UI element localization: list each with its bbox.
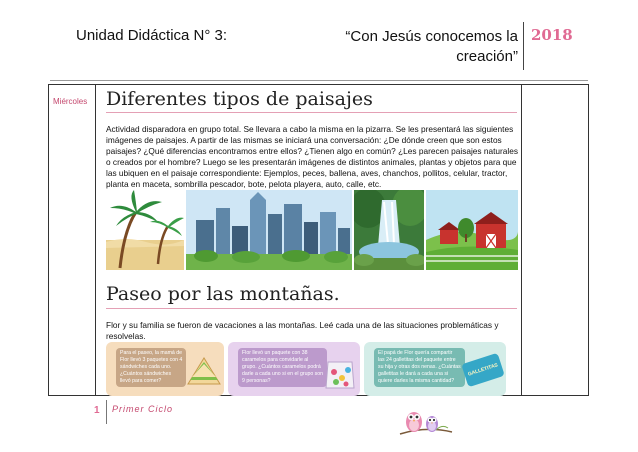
problem-line: Para el paseo, la mamá de [120,350,182,356]
table-column-divider [95,85,96,395]
sandwich-icon [186,354,222,390]
problem-line: llevó para comer? [120,378,162,384]
problem-line: 9 personas? [242,378,271,384]
waterfall-landscape-image [354,190,424,270]
problem-line: su hija y otras dos nenas. ¿Cuántas [378,364,461,370]
biscuit-pack [461,353,505,388]
problem-line: El papá de Flor quería compartir [378,350,453,356]
header-theme-line1: “Con Jesús conocemos la [345,28,518,45]
table-column-divider [521,85,522,395]
day-label: Miércoles [53,97,88,106]
problem-line: Flor llevó un paquete con 38 [242,350,308,356]
section-title-landscapes: Diferentes tipos de paisajes [106,88,373,110]
owls-decoration-icon [396,402,456,440]
footer-separator [106,400,107,424]
problem-line: darle a cada uno si en el grupo son [242,371,324,377]
header-separator [523,22,524,70]
problem-text [238,348,327,387]
problem-line: caramelos para convidarle al [242,357,309,363]
header-year: 2018 [531,26,573,44]
biscuit-pack-label: GALLETITAS [467,362,499,378]
header-theme-line2: creación” [456,48,518,65]
section-title-mountains: Paseo por las montañas. [106,283,340,305]
problem-card-sandwiches [106,342,224,396]
problem-line: sándwiches cada uno. [120,364,172,370]
problem-line: las 24 galletitas del paquete entre [378,357,456,363]
page-number: 1 [94,405,100,416]
header-unit: Unidad Didáctica N° 3: [76,27,228,44]
problem-text [374,348,465,387]
problem-line: quiere darles la misma cantidad? [378,378,455,384]
problems-intro: Flor y su familia se fueron de vacaciones a las montañas. Leé cada una de las situaciones problemáticas y resolvelas. [106,320,499,341]
activity-paragraph: Actividad disparadora en grupo total. Se llevara a cabo la misma en la pizarra. Se les presentará las siguientes imágenes de paisajes. A partir de las mismas se iniciará una conversación: ¿De dónde creen que son estos paisajes? ¿Qué diferencias encontramos entre ellos? ¿Tienen algo en común? ¿Les parecen paisajes naturales o creados por el hombre? Luego se les presentarán imágenes de distintos animales, plantas y objetos para que las ubiquen en el paisaje correspondiente: Ejemplos, peces, ballena, aves, chanchos, pollitos, celular, tractor, planta en maceta, sombrilla pescador, bote, pelota playera, auto, calle, etc. [106,124,519,189]
problem-text [116,348,186,387]
header-theme [340,27,518,67]
problem-card-candies [228,342,360,396]
problem-card-biscuits [364,342,506,396]
problem-line: ¿Cuántos sándwiches [120,371,172,377]
problem-line: Flor llevó 3 paquetes con 4 [120,357,183,363]
footer-cycle: Primer Ciclo [112,404,174,414]
problem-line: grupo. ¿Cuántos caramelos podrá [242,364,321,370]
farm-landscape-image [426,190,518,270]
title-underline [106,308,517,309]
title-underline [106,112,517,113]
city-landscape-image [186,190,352,270]
header-rule [50,80,588,81]
beach-landscape-image [106,190,184,270]
candy-bag-icon [322,354,358,390]
problem-line: galletitas le dará a cada una si [378,371,449,377]
